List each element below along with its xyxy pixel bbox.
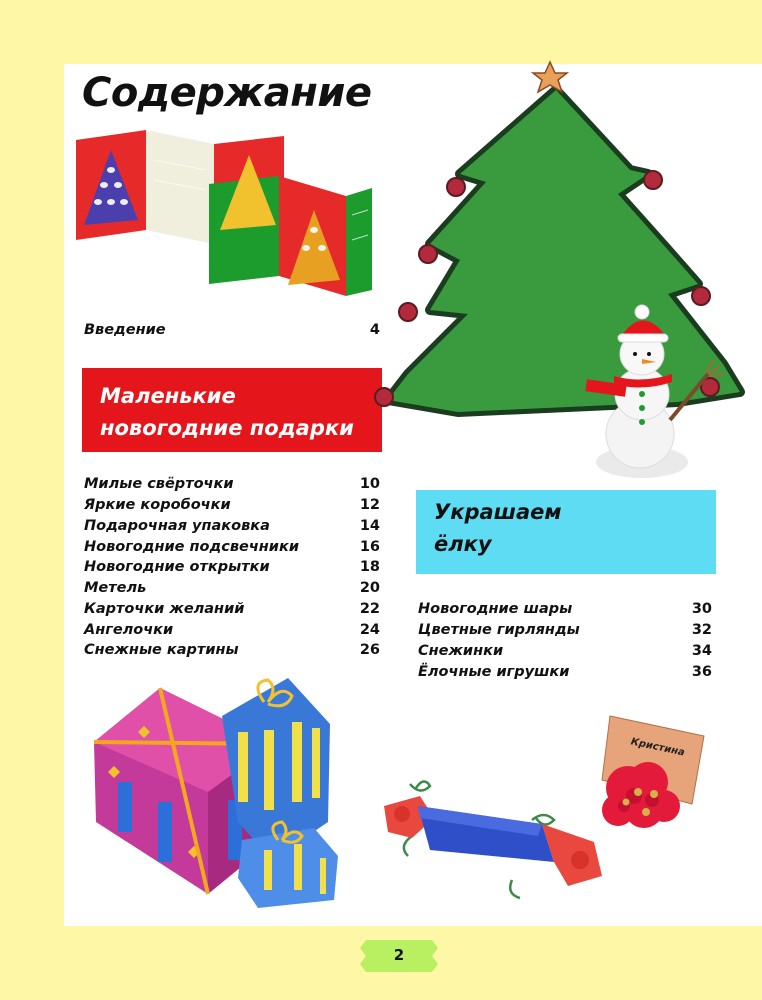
toc-entry-page: 18 (359, 559, 380, 575)
section-heading-line: новогодние подарки (100, 416, 354, 440)
toc-entry[interactable] (418, 622, 712, 642)
toc-entry[interactable] (84, 642, 380, 662)
toc-entry[interactable] (418, 664, 712, 684)
section-heading-gifts (82, 368, 382, 452)
toc-entry[interactable] (84, 622, 380, 642)
section-heading-line: Маленькие (100, 384, 236, 408)
toc-entry[interactable] (84, 497, 380, 517)
section-heading-line: ёлку (434, 532, 492, 556)
toc-entry-page: 16 (359, 539, 380, 555)
section-heading-line: Украшаем (434, 500, 562, 524)
page-number-tab (360, 940, 438, 972)
toc-entry-label: Цветные гирлянды (418, 622, 580, 638)
toc-entry[interactable] (84, 539, 380, 559)
toc-entry-label: Метель (84, 580, 147, 596)
toc-entry-label: Ёлочные игрушки (418, 664, 570, 680)
toc-entry-page: 30 (691, 601, 712, 617)
toc-entry-label: Новогодние шары (418, 601, 573, 617)
toc-entry-label: Снежинки (418, 643, 504, 659)
toc-entry-page: 22 (359, 601, 380, 617)
section-heading-tree (416, 490, 716, 574)
toc-entry[interactable] (84, 580, 380, 600)
name-card-text: Кристина (629, 736, 686, 759)
toc-entry-label: Новогодние открытки (84, 559, 270, 575)
toc-entry[interactable] (84, 559, 380, 579)
toc-entry-page: 36 (691, 664, 712, 680)
toc-entry-label: Милые свёрточки (84, 476, 234, 492)
toc-entry[interactable] (418, 643, 712, 663)
toc-entry-page: 14 (359, 518, 380, 534)
toc-entry-label: Яркие коробочки (84, 497, 231, 513)
toc-entry-label: Ангелочки (84, 622, 174, 638)
toc-entry[interactable] (418, 601, 712, 621)
snowman-illustration (580, 302, 740, 482)
toc-entry-page: 26 (359, 642, 380, 658)
gift-boxes-illustration (88, 672, 348, 916)
page-number: 2 (393, 946, 405, 964)
toc-entry-label: Введение (84, 322, 166, 338)
accordion-card-illustration (74, 130, 374, 310)
page-title: Содержание (82, 70, 372, 116)
toc-entry-page: 32 (691, 622, 712, 638)
toc-entry-label: Подарочная упаковка (84, 518, 270, 534)
name-card-illustration (588, 708, 714, 838)
toc-entry-label: Карточки желаний (84, 601, 245, 617)
toc-entry-page: 20 (359, 580, 380, 596)
candy-cracker-illustration (382, 776, 612, 906)
toc-entry-label: Снежные картины (84, 642, 239, 658)
toc-entry-page: 4 (369, 322, 380, 338)
toc-entry-page: 10 (359, 476, 380, 492)
toc-entry-page: 34 (691, 643, 712, 659)
toc-entry-page: 24 (359, 622, 380, 638)
toc-entry-page: 12 (359, 497, 380, 513)
toc-entry-label: Новогодние подсвечники (84, 539, 299, 555)
toc-entry-intro[interactable] (84, 322, 380, 342)
toc-entry[interactable] (84, 601, 380, 621)
toc-entry[interactable] (84, 518, 380, 538)
toc-entry[interactable] (84, 476, 380, 496)
